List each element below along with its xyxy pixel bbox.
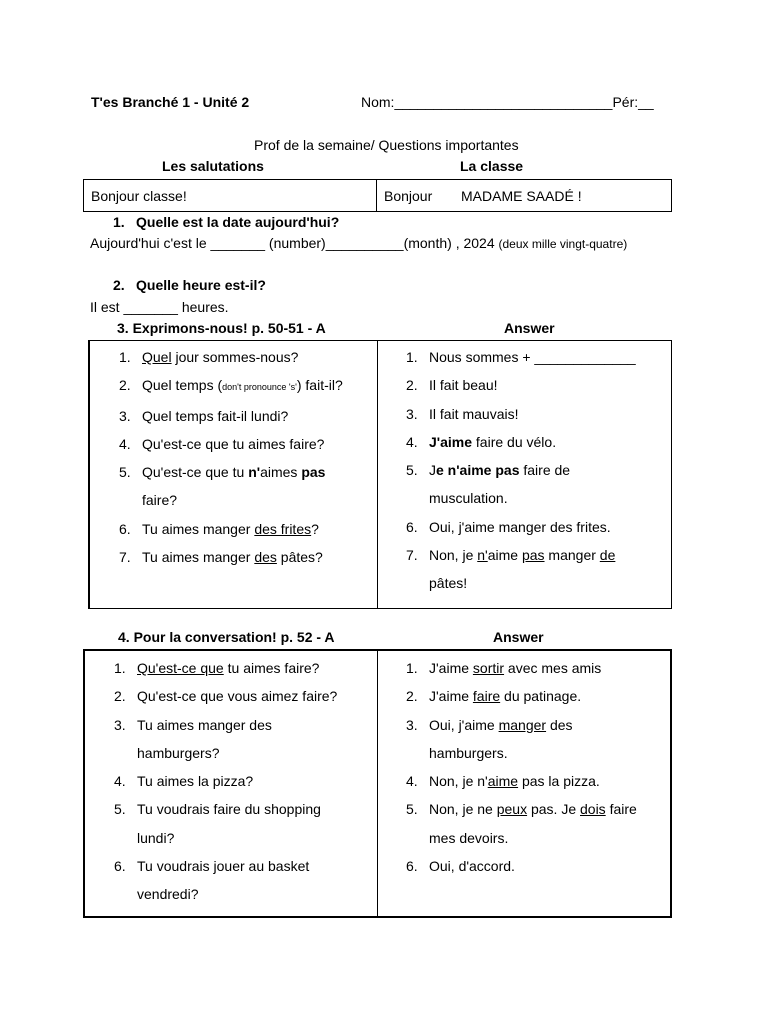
- list-item: 4. Tu aimes la pizza?: [114, 773, 254, 790]
- la-classe-heading: La classe: [460, 158, 524, 174]
- q1-number: 1.: [113, 214, 125, 230]
- list-item: 2. Qu'est-ce que vous aimez faire?: [114, 688, 338, 705]
- section3-answer-heading: Answer: [504, 320, 555, 336]
- list-item: 7. Tu aimes manger des pâtes?: [119, 549, 323, 566]
- salutation-class-bonjour: Bonjour: [384, 188, 433, 204]
- list-item: 1. Qu'est-ce que tu aimes faire?: [114, 660, 320, 676]
- section3-title: 3. Exprimons-nous! p. 50-51 - A: [117, 320, 326, 336]
- list-item: 3. Il fait mauvais!: [406, 405, 519, 422]
- list-item: 5. Non, je ne peux pas. Je dois faire mes devoirs.: [406, 801, 637, 846]
- list-item: 5. Je n'aime pas faire de musculation.: [406, 462, 571, 507]
- date-fill-line: Aujourd'hui c'est le _______ (number)__________(month) , 2024: [90, 235, 495, 251]
- section3-table: [88, 340, 672, 609]
- list-item: 4. J'aime faire du vélo.: [406, 433, 557, 450]
- list-item: 1. Quel jour sommes-nous?: [119, 349, 299, 365]
- q2-title: Quelle heure est-il?: [136, 277, 266, 293]
- list-item: 2. J'aime faire du patinage.: [406, 688, 582, 705]
- list-item: 2. Il fait beau!: [406, 377, 498, 394]
- section3-questions: [119, 343, 371, 571]
- list-item: 5. Tu voudrais faire du shopping lundi?: [114, 801, 321, 846]
- list-item: 2. Quel temps (don't pronounce 's') fait-il?: [119, 377, 343, 394]
- salutation-class-name: MADAME SAADÉ !: [461, 188, 582, 204]
- list-item: 3. Quel temps fait-il lundi?: [119, 407, 289, 424]
- list-item: 1. J'aime sortir avec mes amis: [406, 660, 602, 676]
- section4-answers: [406, 654, 656, 880]
- q1-title: Quelle est la date aujourd'hui?: [136, 214, 340, 230]
- list-item: 6. Oui, j'aime manger des frites.: [406, 518, 611, 535]
- salutations-table: [83, 179, 672, 212]
- section4-answer-heading: Answer: [493, 629, 544, 645]
- list-item: 3. Tu aimes manger des hamburgers?: [114, 716, 272, 761]
- worksheet-title: T'es Branché 1 - Unité 2: [91, 94, 250, 110]
- list-item: 4. Qu'est-ce que tu aimes faire?: [119, 435, 325, 452]
- list-item: 7. Non, je n'aime pas manger de pâtes!: [406, 547, 616, 592]
- q1-line: [90, 235, 627, 251]
- list-item: 1. Nous sommes + _____________: [406, 349, 636, 365]
- list-item: 3. Oui, j'aime manger des hamburgers.: [406, 716, 573, 761]
- list-item: 6. Tu voudrais jouer au basket vendredi?: [114, 858, 310, 903]
- section3-answers: [406, 343, 656, 598]
- section4-title: 4. Pour la conversation! p. 52 - A: [118, 629, 335, 645]
- section4-table: [83, 649, 672, 918]
- salutation-teacher: Bonjour classe!: [91, 188, 187, 204]
- list-item: 6. Oui, d'accord.: [406, 858, 515, 875]
- list-item: 4. Non, je n'aime pas la pizza.: [406, 773, 600, 790]
- subtitle: Prof de la semaine/ Questions importantes: [254, 137, 519, 153]
- list-item: 5. Qu'est-ce que tu n'aimes pas faire?: [119, 464, 326, 509]
- salutations-heading: Les salutations: [162, 158, 264, 174]
- q2-number: 2.: [113, 277, 125, 293]
- name-period-line: Nom:____________________________Pér:__: [361, 94, 654, 110]
- q2-line: Il est _______ heures.: [90, 299, 229, 315]
- section4-questions: [114, 654, 364, 909]
- list-item: 6. Tu aimes manger des frites?: [119, 520, 319, 537]
- date-note: (deux mille vingt-quatre): [498, 237, 628, 251]
